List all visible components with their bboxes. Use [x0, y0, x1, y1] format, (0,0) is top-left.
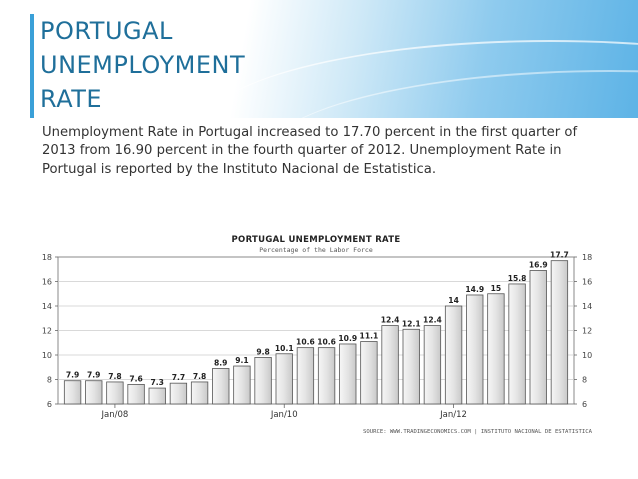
bar-value-label: 7.9	[65, 370, 80, 380]
chart-svg	[28, 230, 612, 442]
chart-bar	[318, 348, 335, 404]
y-tick-label-left: 10	[41, 351, 52, 360]
bar-value-label: 15	[490, 283, 502, 293]
chart-bar	[551, 261, 568, 404]
chart-bar	[234, 366, 251, 404]
y-tick-label-left: 18	[41, 253, 52, 262]
chart-source: SOURCE: WWW.TRADINGECONOMICS.COM | INSTITUTO NACIONAL DE ESTATISTICA	[362, 429, 592, 435]
chart-bar	[382, 326, 399, 404]
bar-value-label: 7.9	[87, 370, 101, 380]
slide-title-line: UNEMPLOYMENT	[40, 51, 246, 79]
chart-bar	[403, 329, 420, 404]
x-tick-label: Jan/12	[440, 410, 467, 420]
bar-value-label: 7.8	[192, 371, 207, 381]
bar-value-label: 14.9	[465, 284, 485, 294]
chart-bar	[170, 383, 187, 404]
y-tick-label-left: 8	[46, 375, 52, 385]
y-tick-label-right: 12	[582, 326, 593, 336]
bar-value-label: 7.6	[129, 374, 143, 384]
bar-value-label: 14	[448, 296, 459, 305]
y-tick-label-right: 10	[582, 351, 593, 360]
chart-bar	[276, 354, 293, 404]
bar-value-label: 15.8	[507, 273, 527, 283]
chart-bar	[339, 344, 356, 404]
bar-value-label: 9.1	[235, 356, 249, 366]
chart-subtitle: Percentage of the Labor Force	[259, 246, 373, 254]
y-tick-label-right: 14	[582, 302, 593, 311]
bar-value-label: 10.6	[296, 337, 315, 347]
chart-bar	[64, 381, 81, 404]
y-tick-label-left: 6	[46, 400, 52, 409]
slide-description: Unemployment Rate in Portugal increased to 17.70 percent in the first quarter of 2013 from 16.90 percent in the fourth quarter of 2012. Unemployment Rate in Portugal is reported by the Instituto Nacional de Estatistica.	[42, 125, 578, 177]
y-tick-label-right: 6	[582, 400, 588, 409]
chart-bar	[488, 294, 505, 404]
chart-bar	[361, 342, 378, 404]
bar-value-label: 7.3	[150, 378, 164, 388]
x-tick-label: Jan/08	[101, 410, 129, 420]
bar-value-label: 8.9	[214, 358, 228, 368]
chart-bar	[255, 357, 272, 404]
x-tick-label: Jan/10	[270, 410, 298, 420]
unemployment-chart	[28, 230, 612, 442]
bar-value-label: 10.9	[338, 333, 358, 343]
chart-bar	[530, 270, 547, 404]
chart-bar	[297, 348, 314, 404]
bar-value-label: 10.1	[274, 343, 294, 353]
y-tick-label-right: 8	[582, 375, 588, 385]
bar-value-label: 7.7	[171, 373, 186, 383]
y-tick-label-left: 12	[41, 326, 52, 336]
bar-value-label: 9.8	[256, 347, 270, 357]
chart-bar	[128, 384, 145, 404]
slide-title	[40, 14, 300, 116]
chart-bar	[424, 326, 441, 404]
chart-bar	[107, 382, 124, 404]
bar-value-label: 16.9	[528, 260, 548, 270]
bar-value-label: 12.1	[401, 319, 421, 329]
chart-title: PORTUGAL UNEMPLOYMENT RATE	[231, 235, 401, 245]
y-tick-label-left: 14	[41, 302, 52, 311]
bar-value-label: 7.8	[108, 371, 122, 381]
chart-bar	[466, 295, 483, 404]
chart-bar	[85, 381, 102, 404]
chart-bar	[191, 382, 208, 404]
title-accent-bar	[30, 14, 34, 118]
slide-title-line: PORTUGAL	[40, 17, 173, 45]
chart-bar	[212, 368, 229, 404]
y-tick-label-left: 16	[41, 277, 52, 287]
slide-title-line: RATE	[40, 85, 103, 113]
chart-bar	[445, 306, 462, 404]
chart-bar	[149, 388, 166, 404]
bar-value-label: 12.4	[380, 315, 400, 325]
chart-bar	[509, 284, 526, 404]
bar-value-label: 10.6	[317, 337, 336, 347]
bar-value-label: 17.7	[550, 250, 569, 260]
bar-value-label: 12.4	[423, 315, 442, 325]
y-tick-label-right: 18	[582, 253, 593, 262]
y-tick-label-right: 16	[582, 277, 593, 287]
bar-value-label: 11.1	[359, 331, 379, 341]
